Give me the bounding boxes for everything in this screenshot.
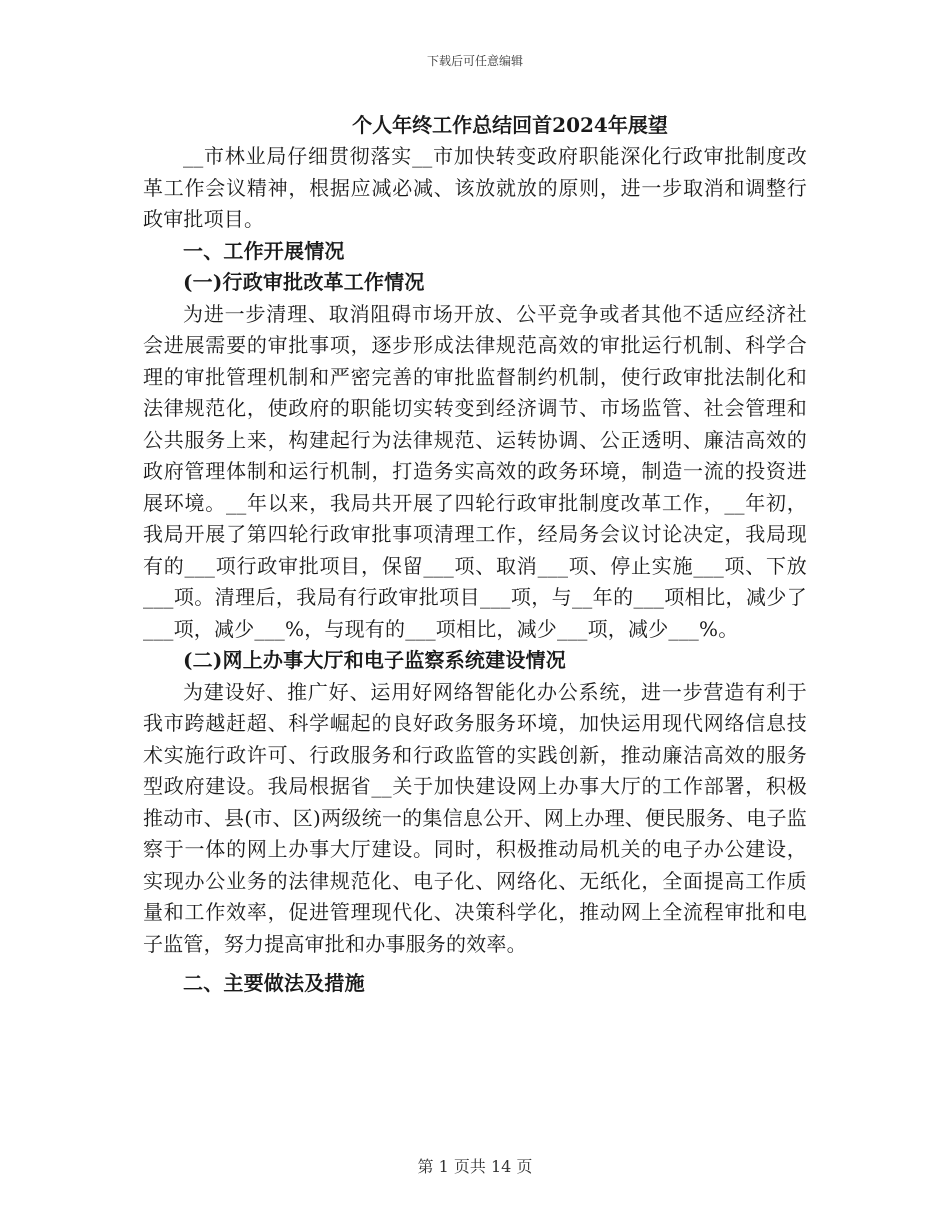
page-header-note: 下载后可任意编辑 [426, 54, 523, 68]
document-title: 个人年终工作总结回首2024年展望 [352, 113, 668, 137]
section-1-heading: 一、工作开展情况 [183, 238, 345, 263]
page-number: 第 1 页共 14 页 [417, 1157, 533, 1176]
subsection-1-paragraph: 为进一步清理、取消阻碍市场开放、公平竞争或者其他不适应经济社会进展需要的审批事项，逐步形成法律规范高效的审批运行机制、科学合理的审批管理机制和严密完善的审批监督制约机制，使行政审批法制化和法律规范化，使政府的职能切实转变到经济调节、市场监管、社会管理和公共服务上来，构建起行为法律规范、运转协调、公正透明、廉洁高效的政府管理体制和运行机制，打造务实高效的政务环境，制造一流的投资进展环境。__年以来，我局共开展了四轮行政审批制度改革工作，__年初，我局开展了第四轮行政审批事项清理工作，经局务会议讨论决定，我局现有的___项行政审批项目，保留___项、取消___项、停止实施___项、下放___项。清理后，我局有行政审批项目___项，与__年的___项相比，减少了___项，减少___%，与现有的___项相比，减少___项，减少___%。 [143, 301, 807, 641]
subsection-1-heading: (一)行政审批改革工作情况 [183, 270, 425, 294]
section-2-heading: 二、主要做法及措施 [183, 971, 365, 995]
intro-paragraph: __市林业局仔细贯彻落实__市加快转变政府职能深化行政审批制度改革工作会议精神，根据应减必减、该放就放的原则，进一步取消和调整行政审批项目。 [143, 144, 807, 231]
document-body [143, 109, 807, 1000]
subsection-2-paragraph: 为建设好、推广好、运用好网络智能化办公系统，进一步营造有利于我市跨越赶超、科学崛起的良好政务服务环境，加快运用现代网络信息技术实施行政许可、行政服务和行政监管的实践创新，推动廉洁高效的服务型政府建设。我局根据省__关于加快建设网上办事大厅的工作部署，积极推动市、县(市、区)两级统一的集信息公开、网上办理、便民服务、电子监察于一体的网上办事大厅建设。同时，积极推动局机关的电子办公建设，实现办公业务的法律规范化、电子化、网络化、无纸化，全面提高工作质量和工作效率，促进管理现代化、决策科学化，推动网上全流程审批和电子监管，努力提高审批和办事服务的效率。 [143, 679, 807, 956]
subsection-2-heading: (二)网上办事大厅和电子监察系统建设情况 [183, 648, 566, 672]
